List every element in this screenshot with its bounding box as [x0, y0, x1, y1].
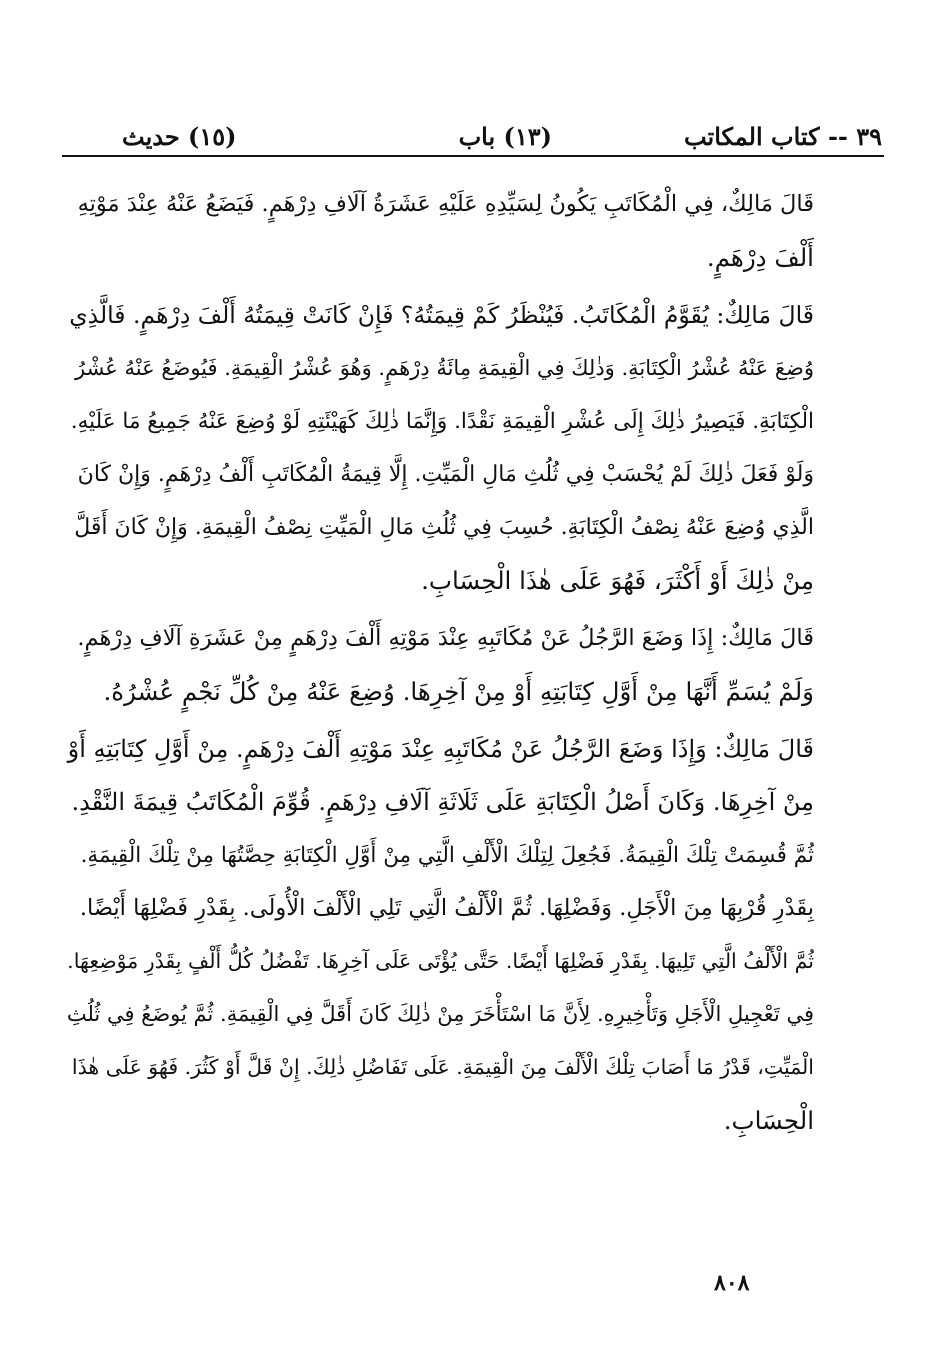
text-line: فِي تَعْجِيلِ الْأَجَلِ وَتَأْخِيرِهِ. لِأَنَّ مَا اسْتَأْخَرَ مِنْ ذٰلِكَ كَانَ أَقَلَّ فِي الْقِيمَةِ. ثُمَّ يُوضَعُ فِي ثُلُثِ	[66, 1002, 814, 1026]
text-line: قَالَ مَالِكٌ: يُقَوَّمُ الْمُكَاتَبُ. فَيُنْظَرُ كَمْ قِيمَتُهُ؟ فَإِنْ كَانَتْ قِيمَتُهُ أَلْفَ دِرْهَمٍ. فَالَّذِي	[69, 301, 814, 329]
paragraph	[66, 289, 814, 607]
text-line: مِنْ آخِرِهَا. وَكَانَ أَصْلُ الْكِتَابَةِ عَلَى ثَلَاثَةِ آلَافِ دِرْهَمٍ. قُوِّمَ الْمُكَاتَبُ قِيمَةَ النَّقْدِ.	[71, 788, 814, 816]
text-line: ثُمَّ قُسِمَتْ تِلْكَ الْقِيمَةُ. فَجُعِلَ لِتِلْكَ الْأَلْفِ الَّتِي مِنْ أَوَّلِ الْكِتَابَةِ حِصَّتُهَا مِنْ تِلْكَ الْقِيمَةِ.	[80, 843, 814, 868]
text-line: الْحِسَابِ.	[723, 1106, 814, 1135]
header-rule	[62, 155, 884, 157]
paragraph	[66, 723, 814, 1147]
hadith-label: (١٥) حديث	[122, 122, 237, 151]
book-title: ٣٩ -- كتاب المكاتب	[683, 122, 882, 151]
text-line: وَلَوْ فَعَلَ ذٰلِكَ لَمْ يُحْسَبْ فِي ثُلُثِ مَالِ الْمَيِّتِ. إِلَّا قِيمَةُ الْمُكَاتَبِ أَلْفُ دِرْهَمٍ. وَإِنْ كَانَ	[77, 462, 814, 487]
text-line: قَالَ مَالِكٌ: وَإِذَا وَضَعَ الرَّجُلُ عَنْ مُكَاتَبِهِ عِنْدَ مَوْتِهِ أَلْفَ دِرْهَمٍ. مِنْ أَوَّلِ كِتَابَتِهِ أَوْ	[67, 735, 814, 763]
text-line: قَالَ مَالِكٌ، فِي الْمُكَاتَبِ يَكُونُ لِسَيِّدِهِ عَلَيْهِ عَشَرَةُ آلَافِ دِرْهَمٍ. فَيَضَعُ عَنْهُ عِنْدَ مَوْتِهِ	[77, 191, 814, 217]
text-line: ثُمَّ الْأَلْفُ الَّتِي تَلِيهَا. بِقَدْرِ فَضْلِهَا أَيْضًا. حَتَّى يُؤْتَى عَلَى آخِرِهَا. تَفْضُلُ كُلُّ أَلْفٍ بِقَدْرِ مَوْضِعِهَا.	[67, 949, 814, 973]
text-line: الْكِتَابَةِ. فَيَصِيرُ ذٰلِكَ إِلَى عُشْرِ الْقِيمَةِ نَقْدًا. وَإِنَّمَا ذٰلِكَ كَهَيْئَتِهِ لَوْ وُضِعَ عَنْهُ جَمِيعُ مَا عَلَيْهِ.	[70, 409, 814, 434]
text-line: أَلْفَ دِرْهَمٍ.	[706, 243, 814, 272]
text-line: وَلَمْ يُسَمِّ أَنَّهَا مِنْ أَوَّلِ كِتَابَتِهِ أَوْ مِنْ آخِرِهَا. وُضِعَ عَنْهُ مِنْ كُلِّ نَجْمٍ عُشْرُهُ.	[103, 677, 814, 706]
text-line: الَّذِي وُضِعَ عَنْهُ نِصْفُ الْكِتَابَةِ. حُسِبَ فِي ثُلُثِ مَالِ الْمَيِّتِ نِصْفُ الْقِيمَةِ. وَإِنْ كَانَ أَقَلَّ	[74, 515, 814, 540]
text-line: مِنْ ذٰلِكَ أَوْ أَكْثَرَ، فَهُوَ عَلَى هٰذَا الْحِسَابِ.	[421, 566, 814, 595]
paragraph	[66, 612, 814, 718]
text-line: الْمَيِّتِ، قَدْرُ مَا أَصَابَ تِلْكَ الْأَلْفَ مِنَ الْقِيمَةِ. عَلَى تَفَاضُلِ ذٰلِكَ. إِنْ قَلَّ أَوْ كَثُرَ. فَهُوَ عَلَى هٰذَا	[71, 1055, 814, 1079]
chapter-label: (١٣) باب	[458, 122, 552, 151]
text-line: قَالَ مَالِكٌ: إِذَا وَضَعَ الرَّجُلُ عَنْ مُكَاتَبِهِ عِنْدَ مَوْتِهِ أَلْفَ دِرْهَمٍ مِنْ عَشَرَةِ آلَافِ دِرْهَمٍ.	[77, 625, 814, 651]
page-number: ٨٠٨	[714, 1270, 750, 1296]
paragraph	[66, 178, 814, 284]
text-line: بِقَدْرِ قُرْبِهَا مِنَ الْأَجَلِ. وَفَضْلِهَا. ثُمَّ الْأَلْفُ الَّتِي تَلِي الْأَلْفَ الْأُولَى. بِقَدْرِ فَضْلِهَا أَيْضًا.	[79, 895, 814, 921]
body-text	[66, 178, 814, 1147]
running-header	[62, 118, 882, 158]
text-line: وُضِعَ عَنْهُ عُشْرُ الْكِتَابَةِ. وَذٰلِكَ فِي الْقِيمَةِ مِائَةُ دِرْهَمٍ. وَهُوَ عُشْرُ الْقِيمَةِ. فَيُوضَعُ عَنْهُ عُشْرُ	[74, 356, 814, 380]
